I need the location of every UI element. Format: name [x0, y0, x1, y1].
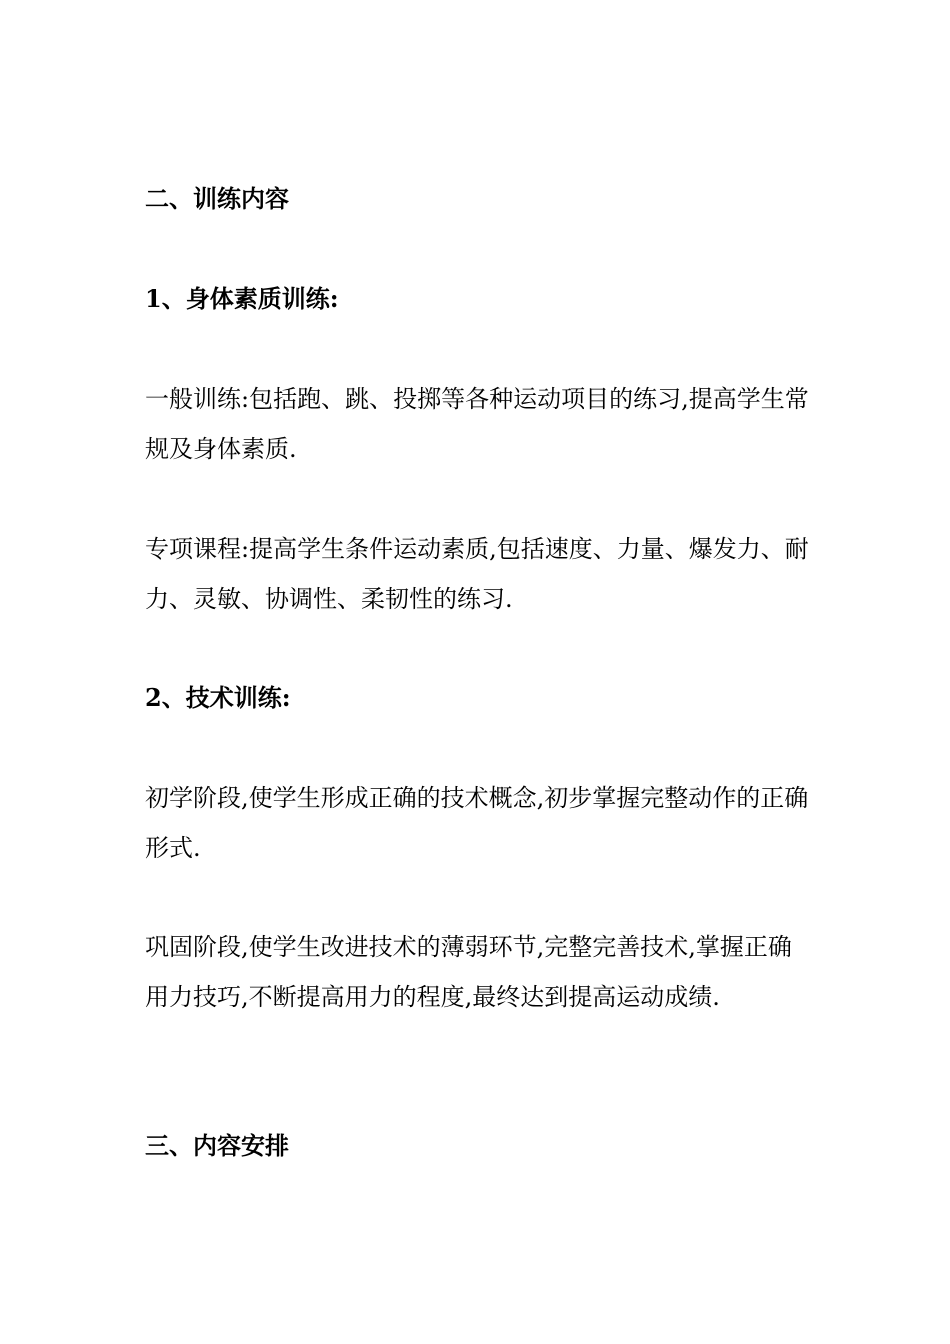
paragraph-beginner-stage: 初学阶段,使学生形成正确的技术概念,初步掌握完整动作的正确形式. — [145, 784, 809, 862]
section-heading-training-content: 二、训练内容 — [145, 184, 289, 213]
paragraph-general-training: 一般训练:包括跑、跳、投掷等各种运动项目的练习,提高学生常规及身体素质. — [145, 385, 809, 463]
section-heading-content-arrangement: 三、内容安排 — [145, 1131, 289, 1160]
subheading-technical-training: 2、技术训练: — [145, 683, 291, 712]
subheading-physical-training: 1、身体素质训练: — [145, 284, 339, 313]
paragraph-special-course: 专项课程:提高学生条件运动素质,包括速度、力量、爆发力、耐力、灵敏、协调性、柔韧性的练习. — [145, 535, 809, 613]
paragraph-consolidation-stage: 巩固阶段,使学生改进技术的薄弱环节,完整完善技术,掌握正确用力技巧,不断提高用力的程度,最终达到提高运动成绩. — [145, 933, 792, 1011]
